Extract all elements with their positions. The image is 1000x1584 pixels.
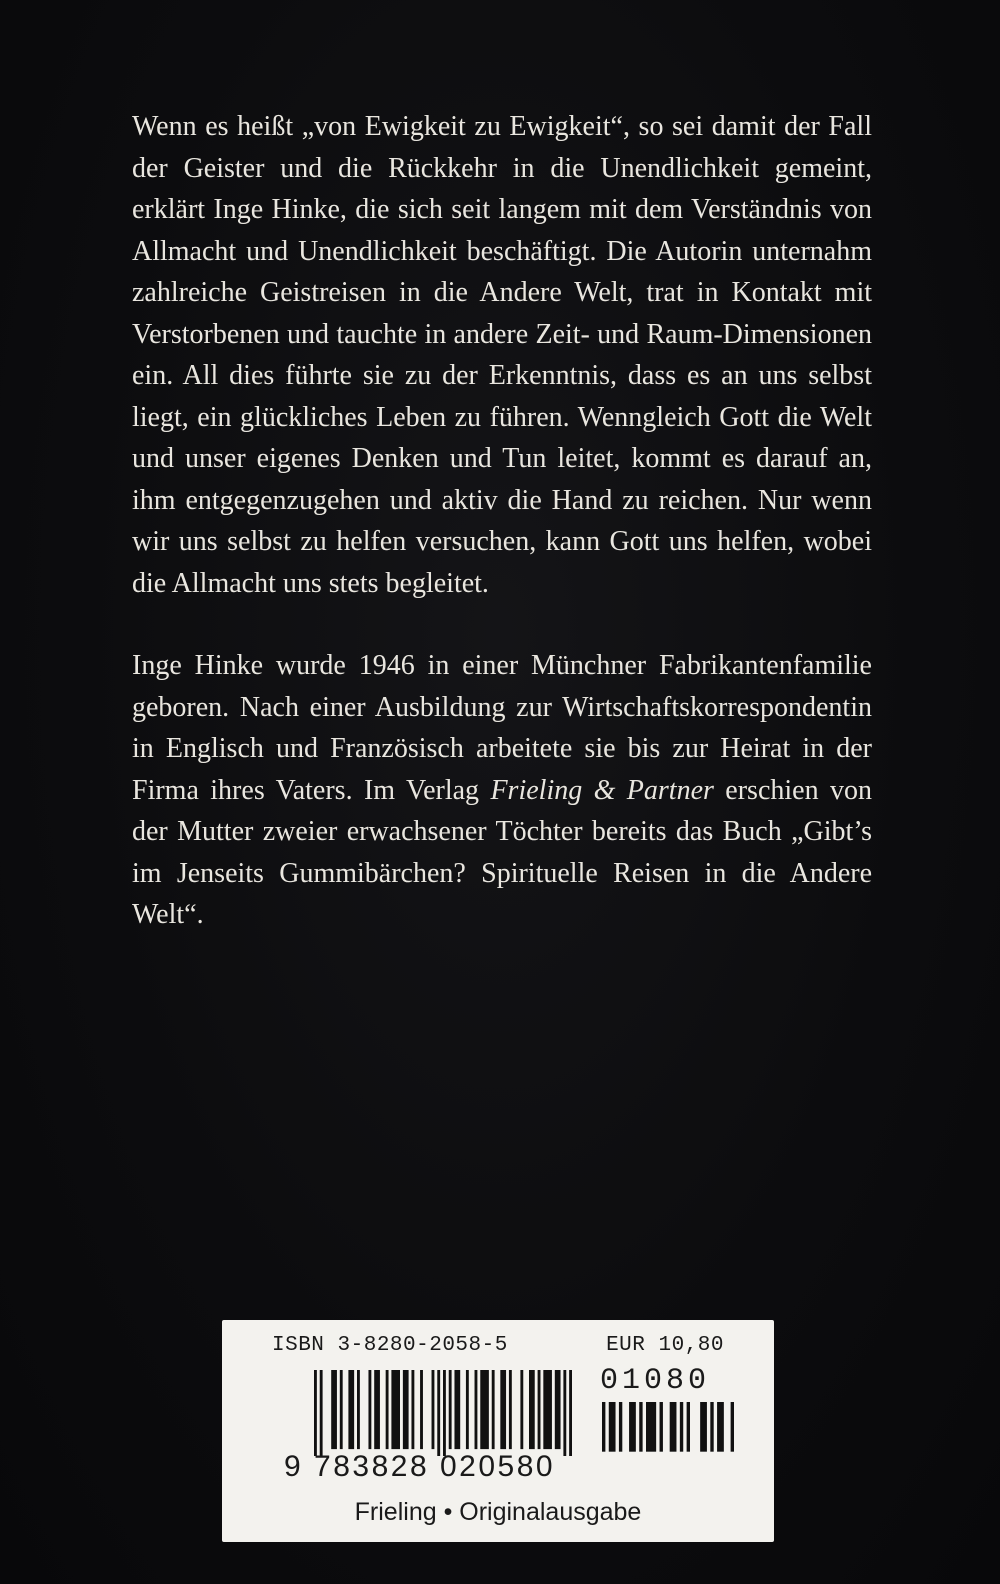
barcode-bar	[639, 1402, 642, 1452]
barcode-bar	[700, 1402, 707, 1452]
barcode-bar	[619, 1402, 622, 1452]
sticker-header	[272, 1334, 724, 1357]
barcode-bar	[320, 1370, 323, 1456]
barcode-bar	[437, 1370, 440, 1456]
ean-barcode	[314, 1370, 572, 1456]
barcode-bar	[480, 1370, 489, 1449]
publisher-name: Frieling & Partner	[490, 774, 714, 806]
barcode-bar	[731, 1402, 734, 1452]
barcode-bar	[432, 1370, 435, 1449]
barcode-bar	[543, 1370, 552, 1449]
barcode-bar	[492, 1370, 495, 1449]
blurb-paragraph-1: Wenn es heißt „von Ewigkeit zu Ewigkeit“, so sei damit der Fall der Geister und die Rückkehr in die Unendlichkeit gemeint, erklärt Inge Hinke, die sich seit langem mit dem Verständnis von Allmacht und Unendlichkeit beschäftigt. Die Autorin unternahm zahlreiche Geistreisen in die Andere Welt, trat in Kontakt mit Verstorbenen und tauchte in andere Zeit- und Raum-Dimensionen ein. All dies führte sie zu der Erkenntnis, dass es an uns selbst liegt, ein glückliches Leben zu führen. Wenngleich Gott die Welt und unser eigenes Denken und Tun leitet, kommt es darauf an, ihm entgegenzugehen und aktiv die Hand zu reichen. Nur wenn wir uns selbst zu helfen versuchen, kann Gott uns helfen, wobei die Allmacht uns stets begleitet.	[132, 111, 872, 599]
barcode-bar	[670, 1402, 677, 1452]
barcode-bar	[569, 1370, 572, 1456]
barcode-bar	[717, 1402, 724, 1452]
barcode-bar	[386, 1370, 389, 1449]
barcode-bar	[374, 1370, 380, 1449]
barcode-bar	[443, 1370, 446, 1456]
author-bio-text: Inge Hinke wurde 1946 in einer Münchner Fabrikantenfamilie geboren. Nach einer Ausbildung zur Wirtschaftskorrespondentin in Englisch und Französisch arbeitete sie bis zur Heirat in der Firma ihres Vaters. Im Verlag	[132, 650, 872, 806]
barcode-bar	[466, 1370, 469, 1449]
barcode-bar	[454, 1370, 460, 1449]
barcode-bar	[509, 1370, 512, 1449]
barcode-bar	[680, 1402, 683, 1452]
author-bio-text-end: erschien von der Mutter zweier erwachsener Töchter bereits das Buch „Gibt’s im Jenseits Gummibärchen? Spirituelle Reisen in die Andere Welt“.	[132, 774, 872, 930]
barcode-bar	[357, 1370, 360, 1449]
barcode-bar	[368, 1370, 371, 1449]
barcode-bar	[555, 1370, 561, 1449]
blurb-text	[132, 106, 872, 936]
blurb-paragraph-2	[132, 645, 872, 936]
price-text: EUR 10,80	[606, 1334, 724, 1357]
barcode-bar	[609, 1402, 616, 1452]
barcode-bar	[340, 1370, 343, 1449]
publisher-edition-line: Frieling • Originalausgabe	[354, 1498, 642, 1526]
barcode-bar	[420, 1370, 423, 1449]
addon-barcode	[602, 1402, 734, 1456]
barcode-bar	[449, 1370, 452, 1449]
barcode-bar	[529, 1370, 535, 1449]
isbn-text: ISBN 3-8280-2058-5	[272, 1334, 508, 1357]
barcode-bar	[348, 1370, 354, 1449]
barcode-bar	[331, 1370, 337, 1449]
barcode-bar	[660, 1402, 663, 1452]
barcode-bar	[391, 1370, 400, 1449]
barcode-bar	[411, 1370, 414, 1449]
barcode-bar	[500, 1370, 506, 1449]
barcode-bar	[520, 1370, 523, 1449]
barcode-bar	[314, 1370, 317, 1456]
barcode-bar	[602, 1402, 605, 1452]
barcode-bar	[629, 1402, 636, 1452]
barcode-bar	[538, 1370, 541, 1449]
barcode-bar	[687, 1402, 690, 1452]
barcode-bar	[403, 1370, 409, 1449]
addon-digits: 01080	[600, 1364, 711, 1398]
ean-digits: 9 783828 020580	[284, 1450, 556, 1483]
barcode-bar	[475, 1370, 478, 1449]
price-barcode-sticker	[222, 1320, 774, 1542]
barcode-bar	[710, 1402, 713, 1452]
barcode-bar	[563, 1370, 566, 1456]
barcode-bar	[646, 1402, 656, 1452]
